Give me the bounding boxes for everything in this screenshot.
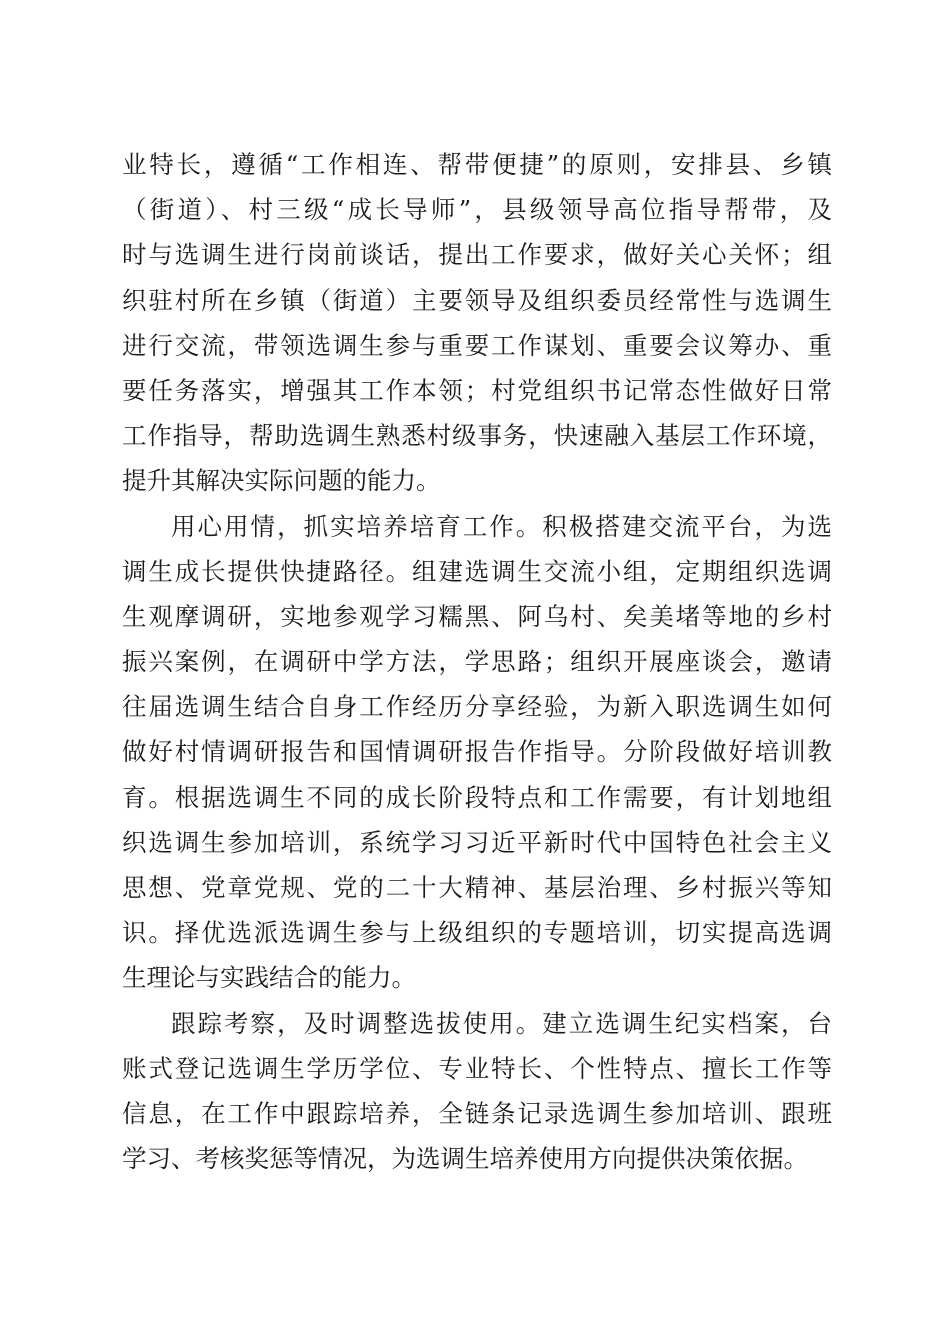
text-line: 往届选调生结合自身工作经历分享经验，为新入职选调生如何 xyxy=(122,692,832,722)
text-line: 调生成长提供快捷路径。组建选调生交流小组，定期组织选调 xyxy=(122,556,832,586)
text-line: 生理论与实践结合的能力。 xyxy=(122,963,416,993)
document-body xyxy=(122,142,832,1181)
paragraph-3 xyxy=(122,1001,832,1182)
text-line: 要任务落实，增强其工作本领；村党组织书记常态性做好日常 xyxy=(122,375,832,405)
paragraph-1 xyxy=(122,142,832,504)
text-line: 振兴案例，在调研中学方法，学思路；组织开展座谈会，邀请 xyxy=(122,647,832,677)
text-line: 做好村情调研报告和国情调研报告作指导。分阶段做好培训教 xyxy=(122,737,832,767)
text-line: 工作指导，帮助选调生熟悉村级事务，快速融入基层工作环境， xyxy=(122,421,832,451)
text-line: 识。择优选派选调生参与上级组织的专题培训，切实提高选调 xyxy=(122,918,832,948)
text-line: 思想、党章党规、党的二十大精神、基层治理、乡村振兴等知 xyxy=(122,873,832,902)
text-line: （街道）、村三级“成长导师”，县级领导高位指导帮带，及 xyxy=(122,195,832,225)
text-line: 用心用情，抓实培养培育工作。积极搭建交流平台，为选 xyxy=(171,511,832,541)
text-line: 育。根据选调生不同的成长阶段特点和工作需要，有计划地组 xyxy=(122,782,832,812)
paragraph-2 xyxy=(122,504,832,1001)
text-line: 学习、考核奖惩等情况，为选调生培养使用方向提供决策依据。 xyxy=(122,1144,808,1174)
text-line: 账式登记选调生学历学位、专业特长、个性特点、擅长工作等 xyxy=(122,1053,832,1083)
text-line: 织驻村所在乡镇（街道）主要领导及组织委员经常性与选调生 xyxy=(122,285,832,315)
text-line: 跟踪考察，及时调整选拔使用。建立选调生纪实档案，台 xyxy=(171,1008,832,1038)
text-line: 提升其解决实际问题的能力。 xyxy=(122,466,441,496)
text-line: 信息，在工作中跟踪培养，全链条记录选调生参加培训、跟班 xyxy=(122,1098,832,1128)
text-line: 织选调生参加培训，系统学习习近平新时代中国特色社会主义 xyxy=(122,827,832,857)
text-line: 生观摩调研，实地参观学习糯黑、阿乌村、矣美堵等地的乡村 xyxy=(122,601,832,631)
text-line: 时与选调生进行岗前谈话，提出工作要求，做好关心关怀；组 xyxy=(122,240,832,270)
text-line: 进行交流，带领选调生参与重要工作谋划、重要会议筹办、重 xyxy=(122,330,832,360)
text-line: 业特长，遵循“工作相连、帮带便捷”的原则，安排县、乡镇 xyxy=(122,150,832,179)
